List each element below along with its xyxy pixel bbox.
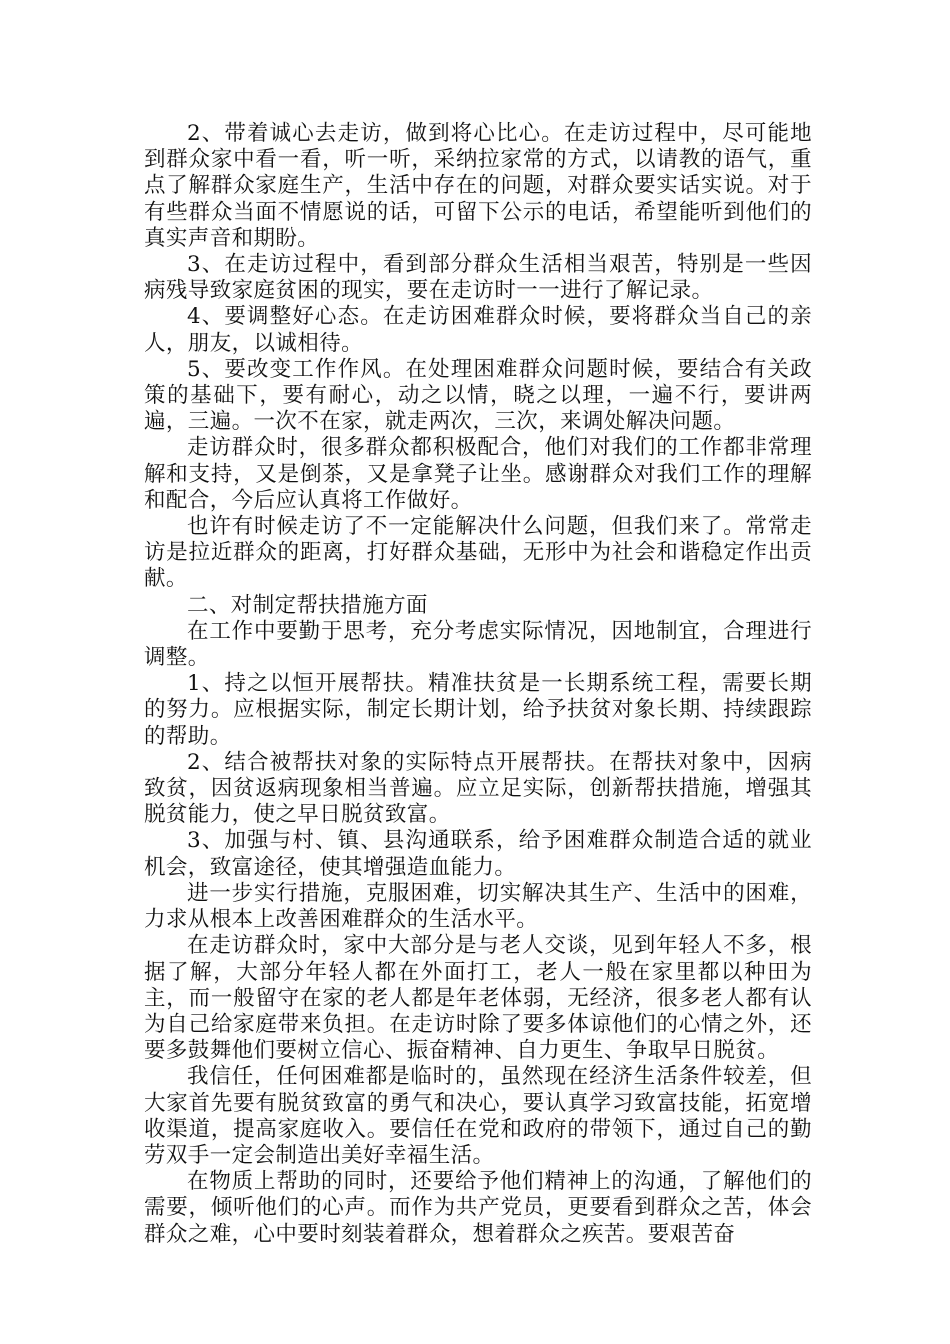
section-heading: 二、对制定帮扶措施方面 [187, 592, 428, 618]
document-body [144, 121, 812, 1248]
paragraph: 走访群众时，很多群众都积极配合，他们对我们的工作都非常理解和支持，又是倒茶，又是拿凳子让坐。感谢群众对我们工作的理解和配合，今后应认真将工作做好。 [144, 435, 812, 513]
paragraph: 在工作中要勤于思考，充分考虑实际情况，因地制宜，合理进行调整。 [144, 618, 812, 671]
paragraph: 5、要改变工作作风。在处理困难群众问题时候，要结合有关政策的基础下，要有耐心，动之以情，晓之以理，一遍不行，要讲两遍，三遍。一次不在家，就走两次，三次，来调处解决问题。 [144, 356, 812, 435]
paragraph: 进一步实行措施，克服困难，切实解决其生产、生活中的困难，力求从根本上改善困难群众的生活水平。 [144, 880, 812, 933]
paragraph: 我信任，任何困难都是临时的，虽然现在经济生活条件较差，但大家首先要有脱贫致富的勇气和决心，要认真学习致富技能，拓宽增收渠道，提高家庭收入。要信任在党和政府的带领下，通过自己的勤劳双手一定会制造出美好幸福生活。 [144, 1064, 812, 1168]
paragraph: 3、加强与村、镇、县沟通联系，给予困难群众制造合适的就业机会，致富途径，使其增强造血能力。 [144, 828, 812, 880]
paragraph: 2、结合被帮扶对象的实际特点开展帮扶。在帮扶对象中，因病致贫，因贫返病现象相当普遍。应立足实际，创新帮扶措施，增强其脱贫能力，使之早日脱贫致富。 [144, 749, 812, 828]
paragraph: 1、持之以恒开展帮扶。精准扶贫是一长期系统工程，需要长期的努力。应根据实际，制定长期计划，给予扶贫对象长期、持续跟踪的帮助。 [144, 671, 812, 749]
paragraph: 在物质上帮助的同时，还要给予他们精神上的沟通，了解他们的需要，倾听他们的心声。而作为共产党员，更要看到群众之苦，体会群众之难，心中要时刻装着群众，想着群众之疾苦。要艰苦奋 [144, 1169, 812, 1247]
paragraph: 2、带着诚心去走访，做到将心比心。在走访过程中，尽可能地到群众家中看一看，听一听，采纳拉家常的方式，以请教的语气，重点了解群众家庭生产，生活中存在的问题，对群众要实话实说。对于有些群众当面不情愿说的话，可留下公示的电话，希望能听到他们的真实声音和期盼。 [144, 121, 812, 251]
paragraph: 也许有时候走访了不一定能解决什么问题，但我们来了。常常走访是拉近群众的距离，打好群众基础，无形中为社会和谐稳定作出贡献。 [144, 514, 812, 592]
paragraph: 在走访群众时，家中大部分是与老人交谈，见到年轻人不多，根据了解，大部分年轻人都在外面打工，老人一般在家里都以种田为主，而一般留守在家的老人都是年老体弱，无经济，很多老人都有认为自己给家庭带来负担。在走访时除了要多体谅他们的心情之外，还要多鼓舞他们要树立信心、振奋精神、自力更生、争取早日脱贫。 [144, 933, 812, 1064]
paragraph: 4、要调整好心态。在走访困难群众时候，要将群众当自己的亲人，朋友，以诚相待。 [144, 304, 812, 356]
paragraph: 3、在走访过程中，看到部分群众生活相当艰苦，特别是一些因病残导致家庭贫困的现实，要在走访时一一进行了解记录。 [144, 252, 812, 304]
